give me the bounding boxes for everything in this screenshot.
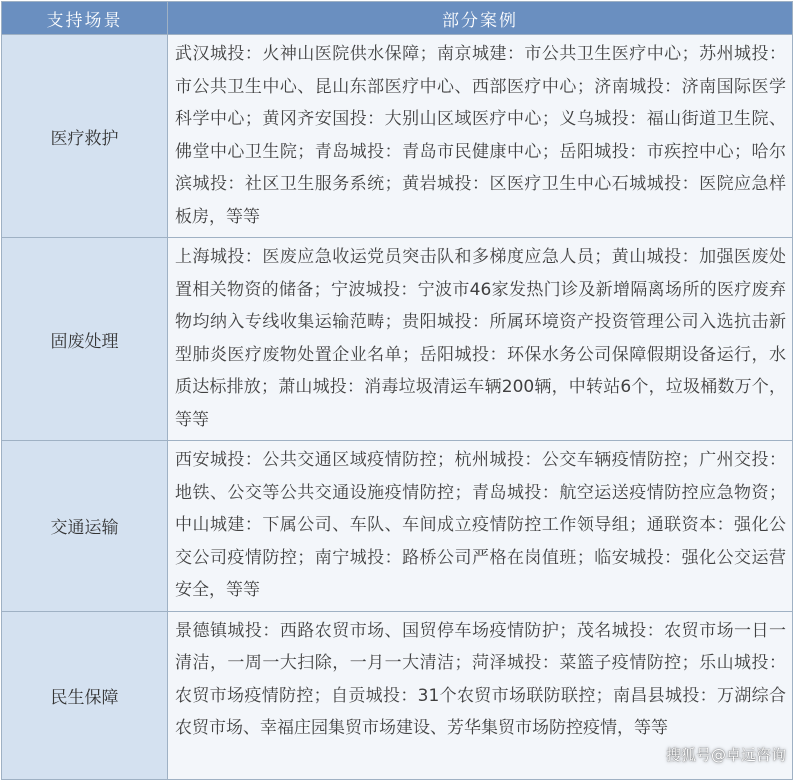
header-row	[2, 2, 793, 35]
cases-cell: 上海城投：医废应急收运党员突击队和多梯度应急人员；黄山城投：加强医废处置相关物资的储备；宁波城投：宁波市46家发热门诊及新增隔离场所的医疗废弃物均纳入专线收集运输范畴；贵阳城投：所属环境资产投资管理公司入选抗击新型肺炎医疗废物处置企业名单；岳阳城投：环保水务公司保障假期设备运行，水质达标排放；萧山城投：消毒垃圾清运车辆200辆，中转站6个，垃圾桶数万个，等等	[168, 238, 793, 441]
cases-cell: 西安城投：公共交通区域疫情防控；杭州城投：公交车辆疫情防控；广州交投：地铁、公交等公共交通设施疫情防控；青岛城投：航空运送疫情防控应急物资；中山城建：下属公司、车队、车间成立疫情防控工作领导组；通联资本：强化公交公司疫情防控；南宁城投：路桥公司严格在岗值班；临安城投：强化公交运营安全，等等	[168, 441, 793, 612]
support-scenarios-table	[1, 1, 793, 780]
table-row	[2, 35, 793, 238]
header-cases: 部分案例	[168, 2, 793, 35]
header-scene: 支持场景	[2, 2, 168, 35]
scene-cell: 医疗救护	[2, 35, 168, 238]
scene-cell: 固废处理	[2, 238, 168, 441]
table-row	[2, 238, 793, 441]
table-row	[2, 441, 793, 612]
cases-cell: 景德镇城投：西路农贸市场、国贸停车场疫情防护；茂名城投：农贸市场一日一清洁，一周一大扫除，一月一大清洁；菏泽城投：菜篮子疫情防控；乐山城投：农贸市场疫情防控；自贡城投：31个农贸市场联防联控；南昌县城投：万湖综合农贸市场、幸福庄园集贸市场建设、芳华集贸市场防控疫情，等等	[168, 611, 793, 779]
watermark: 搜狐号@卓远咨询	[665, 746, 786, 764]
scene-cell: 交通运输	[2, 441, 168, 612]
scene-cell: 民生保障	[2, 611, 168, 779]
cases-cell: 武汉城投：火神山医院供水保障；南京城建：市公共卫生医疗中心；苏州城投：市公共卫生中心、昆山东部医疗中心、西部医疗中心；济南城投：济南国际医学科学中心；黄冈齐安国投：大别山区域医疗中心；义乌城投：福山街道卫生院、佛堂中心卫生院；青岛城投：青岛市民健康中心；岳阳城投：市疾控中心；哈尔滨城投：社区卫生服务系统；黄岩城投：区医疗卫生中心石城城投：医院应急样板房，等等	[168, 35, 793, 238]
